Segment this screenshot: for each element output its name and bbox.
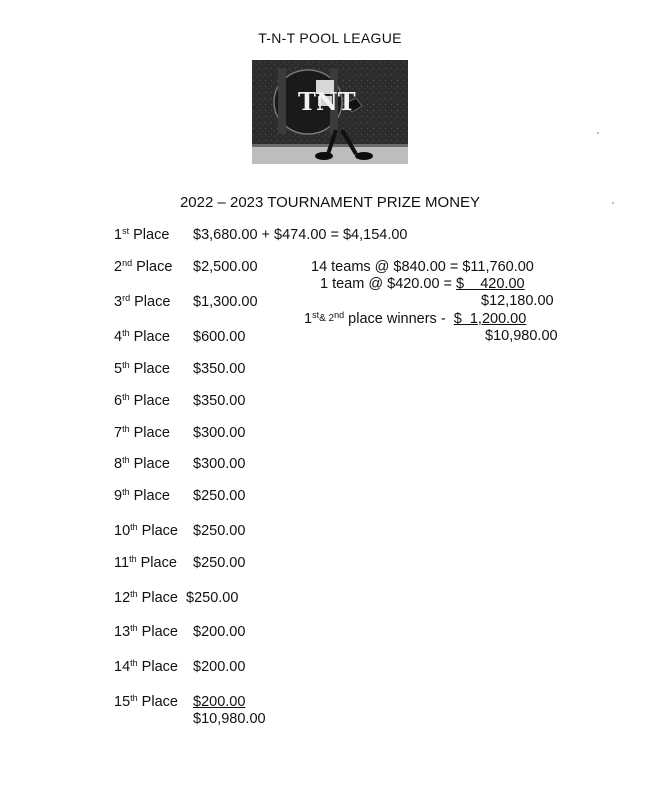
place-number: 9: [114, 488, 123, 504]
prize-amount: $3,680.00 + $474.00 = $4,154.00: [193, 227, 408, 243]
calc-winners-sup2: nd: [334, 310, 345, 320]
place-suffix: th: [122, 424, 130, 434]
place-label: [114, 659, 178, 675]
place-number: 4: [114, 329, 123, 345]
calc-winners-amp: & 2: [319, 313, 335, 324]
prizes-total: $10,980.00: [193, 711, 266, 727]
prize-row-14: [114, 658, 246, 675]
place-word: Place: [129, 393, 170, 409]
prize-row-3: [114, 293, 258, 310]
prize-row-11: [114, 554, 246, 571]
calc-line-winners: [304, 311, 526, 327]
prize-row-7: [114, 424, 246, 441]
place-number: 14: [114, 659, 131, 675]
place-number: 7: [114, 425, 123, 441]
place-label: [114, 329, 170, 345]
place-suffix: nd: [122, 258, 133, 268]
place-suffix: th: [122, 360, 130, 370]
place-suffix: th: [130, 522, 138, 532]
prize-row-6: [114, 392, 246, 409]
scan-speck: [597, 132, 599, 134]
place-label: [114, 456, 170, 472]
place-suffix: th: [130, 589, 138, 599]
prize-row-4: [114, 328, 246, 345]
calc-winners-label: place winners -: [344, 311, 454, 327]
place-number: 13: [114, 624, 131, 640]
place-suffix: rd: [122, 293, 131, 303]
place-word: Place: [130, 294, 171, 310]
place-word: Place: [137, 523, 178, 539]
prize-row-2: [114, 258, 258, 275]
place-number: 12: [114, 590, 131, 606]
place-word: Place: [129, 227, 170, 243]
place-label: [114, 294, 170, 310]
page-title: T-N-T POOL LEAGUE: [258, 30, 402, 46]
prize-amount: $2,500.00: [193, 259, 258, 275]
place-number: 8: [114, 456, 123, 472]
place-label: [114, 590, 178, 606]
prize-amount: $250.00: [193, 488, 246, 504]
scan-speck: [612, 202, 614, 204]
place-number: 15: [114, 694, 131, 710]
place-number: 3: [114, 294, 123, 310]
page-subtitle: 2022 – 2023 TOURNAMENT PRIZE MONEY: [179, 194, 481, 211]
place-label: [114, 488, 170, 504]
place-suffix: th: [122, 392, 130, 402]
place-label: [114, 694, 178, 710]
prize-amount: $250.00: [193, 523, 246, 539]
place-word: Place: [129, 488, 170, 504]
place-label: [114, 425, 170, 441]
place-suffix: th: [130, 658, 138, 668]
prize-row-10: [114, 522, 246, 539]
place-label: [114, 624, 178, 640]
place-word: Place: [129, 361, 170, 377]
prize-row-5: [114, 360, 246, 377]
place-label: [114, 555, 177, 571]
place-word: Place: [137, 590, 178, 606]
place-suffix: th: [129, 554, 137, 564]
place-word: Place: [129, 425, 170, 441]
calc-winners-amount: $ 1,200.00: [453, 311, 527, 327]
prize-row-13: [114, 623, 246, 640]
prize-row-9: [114, 487, 246, 504]
prize-amount: $1,300.00: [193, 294, 258, 310]
calc-winners-num1: 1: [304, 311, 313, 327]
place-suffix: th: [122, 455, 130, 465]
place-suffix: th: [122, 328, 130, 338]
place-suffix: th: [130, 623, 138, 633]
prize-amount: $300.00: [193, 456, 246, 472]
prize-amount: $350.00: [193, 361, 246, 377]
prize-row-1: [114, 226, 408, 243]
prize-amount: $200.00: [193, 694, 246, 710]
calc-line-team-1-amount: $ 420.00: [456, 276, 525, 292]
prize-row-12: [114, 589, 239, 606]
calc-total: $10,980.00: [485, 328, 558, 344]
place-word: Place: [137, 659, 178, 675]
calc-subtotal: $12,180.00: [481, 293, 554, 309]
prize-amount: $300.00: [193, 425, 246, 441]
place-number: 11: [114, 555, 130, 571]
place-label: [114, 227, 169, 243]
calc-winners-sup1: st: [312, 310, 320, 320]
place-word: Place: [136, 555, 177, 571]
prize-row-8: [114, 455, 246, 472]
place-number: 2: [114, 259, 123, 275]
tnt-logo-text: TNT: [298, 87, 356, 116]
calc-line-team-1: [320, 276, 525, 292]
calc-line-teams-14: 14 teams @ $840.00 = $11,760.00: [311, 259, 534, 275]
place-word: Place: [129, 329, 170, 345]
prize-amount: $350.00: [193, 393, 246, 409]
place-word: Place: [132, 259, 173, 275]
prize-amount: $250.00: [186, 590, 239, 606]
place-word: Place: [129, 456, 170, 472]
place-number: 6: [114, 393, 123, 409]
calc-line-team-1-label: 1 team @ $420.00 =: [320, 276, 457, 292]
tnt-logo-image: [252, 60, 408, 164]
place-suffix: th: [130, 693, 138, 703]
prize-row-15: [114, 693, 246, 710]
prize-amount: $250.00: [193, 555, 246, 571]
place-word: Place: [137, 694, 178, 710]
prize-amount: $200.00: [193, 659, 246, 675]
place-label: [114, 259, 172, 275]
place-suffix: st: [122, 226, 130, 236]
prize-amount: $600.00: [193, 329, 246, 345]
place-label: [114, 393, 170, 409]
place-suffix: th: [122, 487, 130, 497]
place-word: Place: [137, 624, 178, 640]
place-label: [114, 361, 170, 377]
place-number: 5: [114, 361, 123, 377]
place-number: 10: [114, 523, 131, 539]
prize-amount: $200.00: [193, 624, 246, 640]
place-number: 1: [114, 227, 123, 243]
place-label: [114, 523, 178, 539]
